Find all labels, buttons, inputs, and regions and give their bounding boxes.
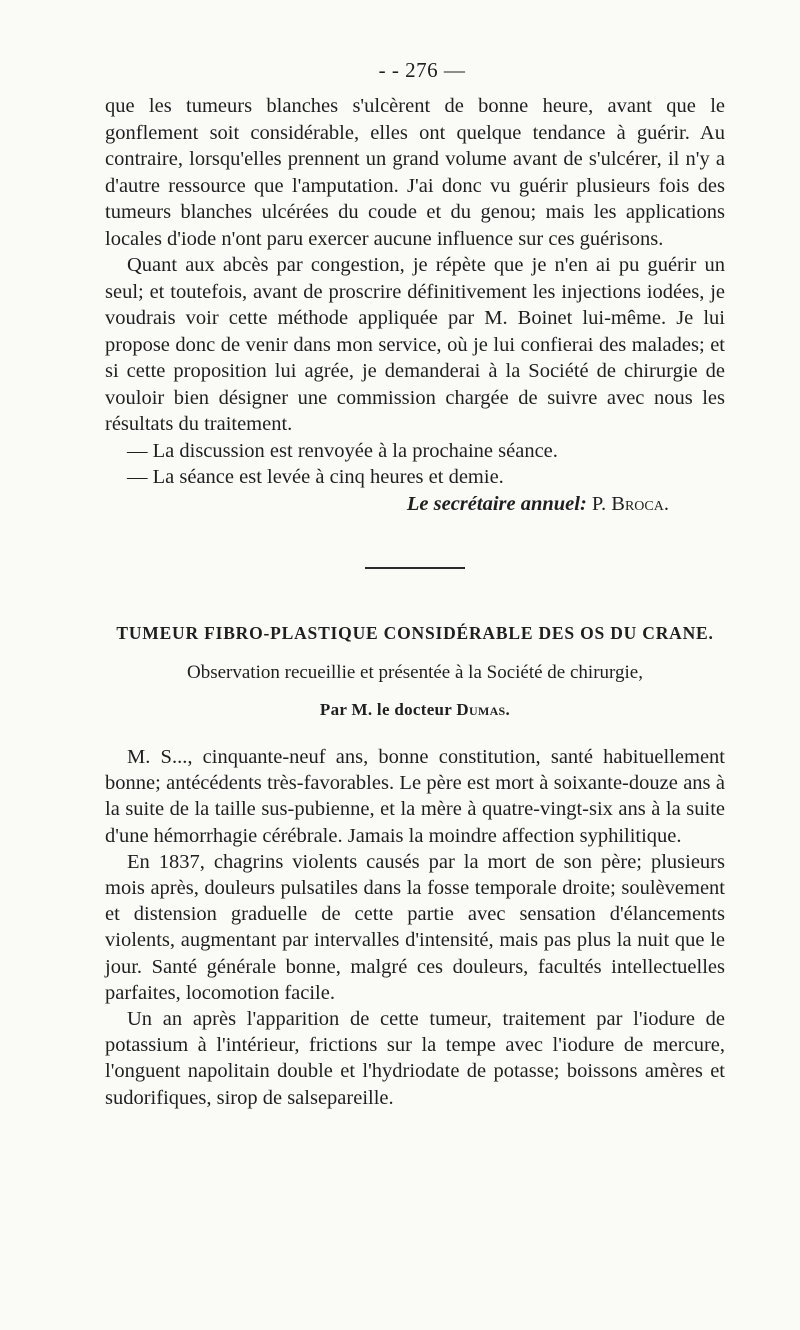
signature-name: P. Broca. [591,492,669,515]
article-author [105,700,725,720]
paragraph-tumeurs: que les tumeurs blanches s'ulcèrent de bonne heure, avant que le gonflement soit considérable, elles ont quelque tendance à guérir. Au contraire, lorsqu'elles prennent un grand volume avant de s'ulcérer, il n'y a d'autre ressource que l'amputation. J'ai donc vu guérir plusieurs fois des tumeurs blanches ulcérées du coude et du genou; mais les applications locales d'iode n'ont paru exercer aucune influence sur ces guérisons. [105,95,725,250]
article-subtitle: Observation recueillie et présentée à la Société de chirurgie, [187,662,643,683]
section-divider [365,567,465,569]
author-name: Dumas. [456,700,511,719]
article-title: TUMEUR FIBRO-PLASTIQUE CONSIDÉRABLE DES OS DU CRANE. [116,623,714,643]
paragraph-abces: Quant aux abcès par congestion, je répète que je n'en ai pu guérir un seul; et toutefois, avant de proscrire définitivement les injections iodées, je voudrais voir cette méthode appliquée par M. Boinet lui-même. Je lui propose donc de venir dans mon service, où je lui confierai des malades; et si cette proposition lui agrée, je demanderai à la Société de chirurgie de vouloir bien désigner une commission chargée de suivre avec nous les résultats du traitement. [105,254,725,435]
page-number: - - 276 — [378,58,466,82]
document-page [105,58,725,1111]
signature [105,491,725,518]
paragraph-patient: M. S..., cinquante-neuf ans, bonne constitution, santé habituellement bonne; antécédents très-favorables. Le père est mort à soixante-douze ans à la suite de la taille sus-pubienne, et la mère à quatre-vingt-six ans à la suite d'une hémorrhagie cérébrale. Jamais la moindre affection syphilitique. [105,746,725,847]
note-seance-levee: — La séance est levée à cinq heures et demie. [127,466,504,488]
paragraph-1837: En 1837, chagrins violents causés par la mort de son père; plusieurs mois après, douleurs pulsatiles dans la fosse temporale droite; soulèvement et distension graduelle de cette partie avec sensation d'élancements violents, augmentant par intervalles d'intensité, mais pas plus la nuit que le jour. Santé générale bonne, malgré ces douleurs, facultés intellectuelles parfaites, locomotion facile. [105,850,725,1004]
signature-label: Le secrétaire annuel: [406,492,587,515]
previous-text-section [105,93,725,517]
note-discussion: — La discussion est renvoyée à la prochaine séance. [127,439,558,462]
author-prefix: Par M. le docteur [319,700,452,719]
article-body [105,744,725,1111]
paragraph-traitement: Un an après l'apparition de cette tumeur, traitement par l'iodure de potassium à l'intérieur, frictions sur la tempe avec l'iodure de mercure, l'onguent napolitain double et l'hydriodate de potasse; boissons amères et sudorifiques, sirop de salsepareille. [105,1008,725,1109]
